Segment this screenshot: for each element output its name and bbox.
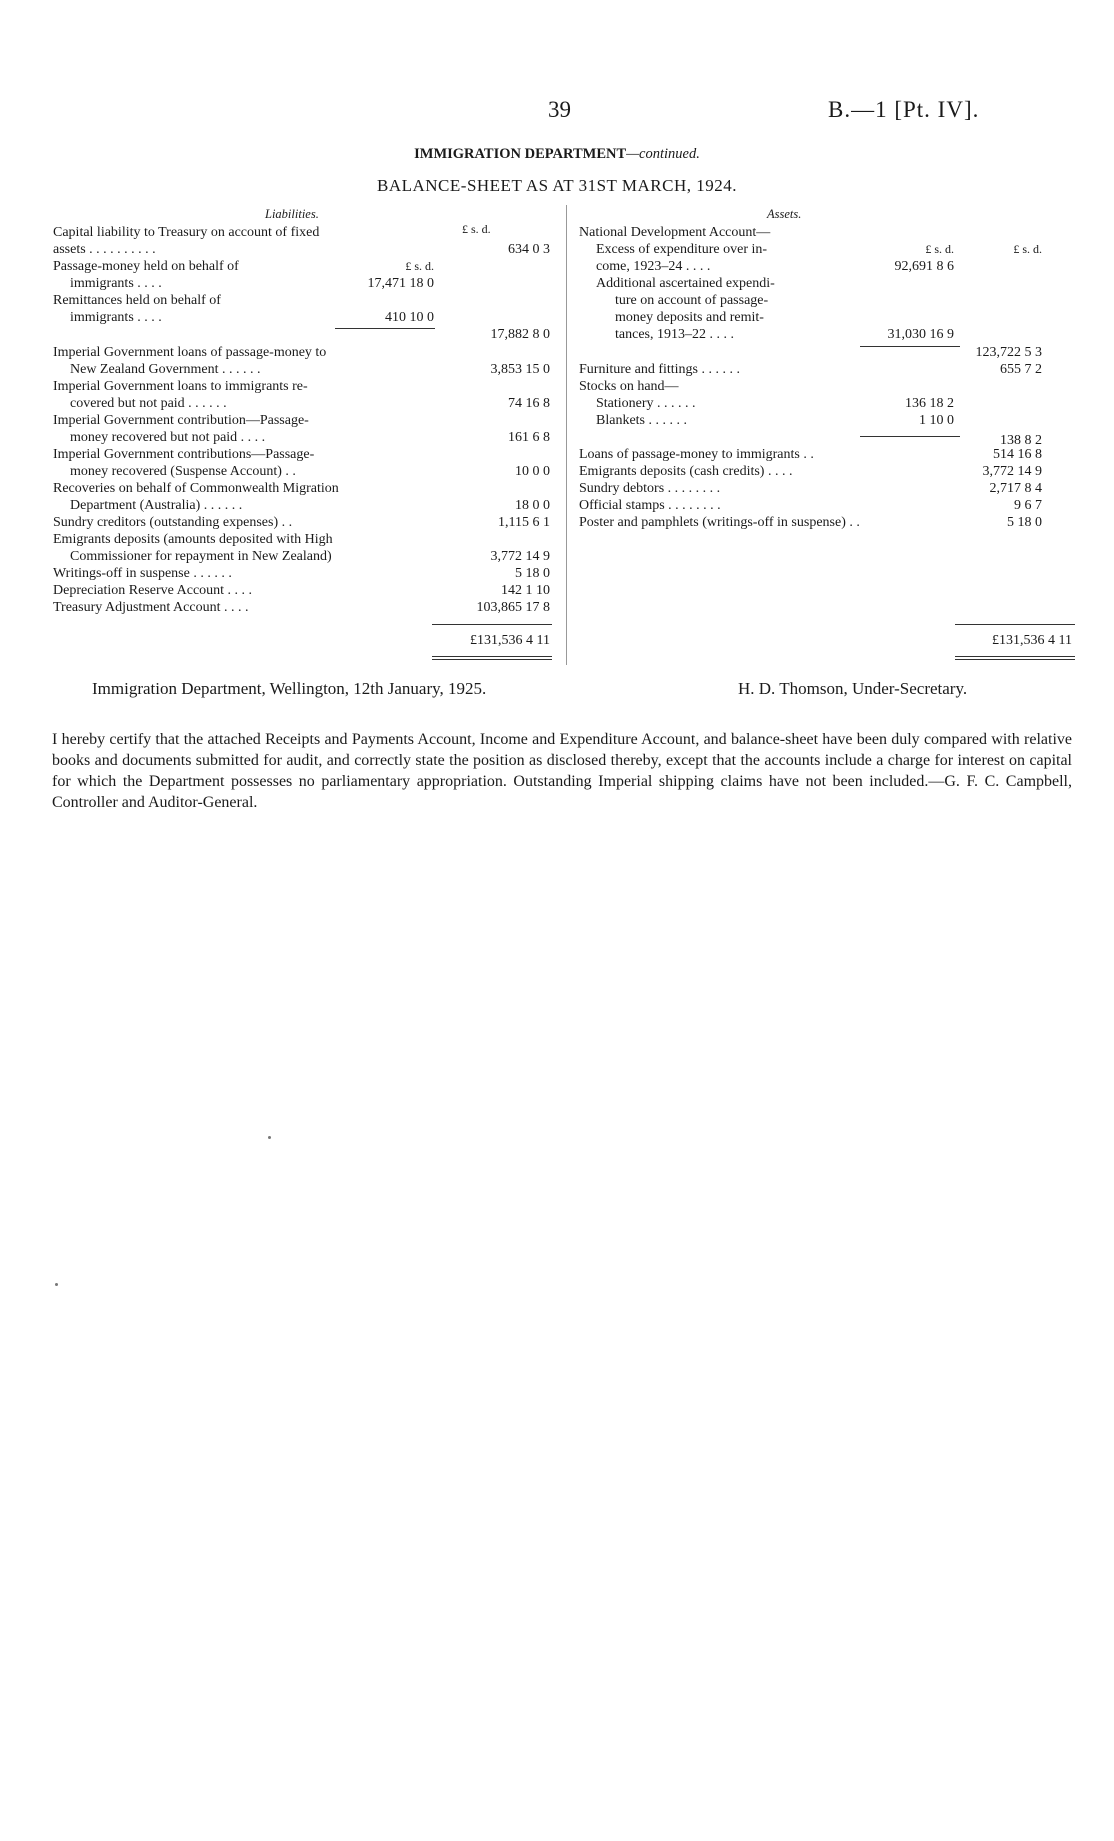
liab-remit-amount: 410 10 0: [385, 310, 434, 325]
asset-stamps-amount: 9 6 7: [1014, 498, 1042, 513]
liab-imp-contribs-line1: Imperial Government contributions—Passage-: [53, 447, 315, 462]
liab-recov-amount: 18 0 0: [515, 498, 550, 513]
asset-excess-line2: come, 1923–24 . . . .: [596, 259, 711, 274]
signature: H. D. Thomson, Under-Secretary.: [738, 679, 968, 698]
asset-total: £131,536 4 11: [992, 633, 1072, 648]
department-title-text: IMMIGRATION DEPARTMENT: [414, 146, 627, 162]
column-divider: [566, 205, 567, 665]
asset-addl-line1: Additional ascertained expendi-: [596, 276, 775, 291]
asset-furniture-amount: 655 7 2: [1000, 362, 1042, 377]
liab-imp-loans-im-line2: covered but not paid . . . . . .: [70, 396, 227, 411]
liab-imp-loans-amount: 3,853 15 0: [490, 362, 550, 377]
liab-deprec: Depreciation Reserve Account . . . .: [53, 583, 253, 598]
liabilities-heading: Liabilities.: [265, 207, 319, 221]
asset-nda-total: 123,722 5 3: [975, 345, 1042, 360]
liab-remit-line1: Remittances held on behalf of: [53, 293, 221, 308]
scan-speck: [55, 1283, 58, 1286]
liab-passage-line1: Passage-money held on behalf of: [53, 259, 239, 274]
asset-inner-currency-header: £ s. d.: [925, 242, 954, 256]
liab-imp-contribs-line2: money recovered (Suspense Account) . .: [70, 464, 296, 479]
asset-sundry-amount: 2,717 8 4: [989, 481, 1042, 496]
liab-imp-contrib-amount: 161 6 8: [508, 430, 550, 445]
liabilities-currency-header: £ s. d.: [462, 222, 491, 236]
liab-capital-amount: 634 0 3: [508, 242, 550, 257]
scan-speck: [268, 1136, 271, 1139]
liab-writings: Writings-off in suspense . . . . . .: [53, 566, 232, 581]
liab-treasury: Treasury Adjustment Account . . . .: [53, 600, 249, 615]
liab-sundry: Sundry creditors (outstanding expenses) . .: [53, 515, 293, 530]
liab-total-rule-top: [432, 624, 552, 625]
liab-recov-line1: Recoveries on behalf of Commonwealth Migration: [53, 481, 339, 496]
liab-capital-line2: assets . . . . . . . . . .: [53, 242, 156, 257]
asset-poster-amount: 5 18 0: [1007, 515, 1042, 530]
asset-furniture: Furniture and fittings . . . . . .: [579, 362, 740, 377]
liab-subtotal-rule: [335, 328, 435, 329]
asset-loans: Loans of passage-money to immigrants . .: [579, 447, 814, 462]
asset-total-rule-top: [955, 624, 1075, 625]
series-reference: B.—1 [Pt. IV].: [828, 97, 980, 122]
liab-passage-line2: immigrants . . . .: [70, 276, 162, 291]
liab-imp-loans-line2: New Zealand Government . . . . . .: [70, 362, 261, 377]
liab-imp-loans-im-amount: 74 16 8: [508, 396, 550, 411]
asset-excess-amount: 92,691 8 6: [894, 259, 954, 274]
liab-total: £131,536 4 11: [470, 633, 550, 648]
asset-stationery-amount: 136 18 2: [905, 396, 954, 411]
asset-stocks-total: 138 8 2: [1000, 433, 1042, 448]
asset-stationery: Stationery . . . . . .: [596, 396, 696, 411]
liab-inner-currency-header: £ s. d.: [405, 259, 434, 273]
asset-emig-amount: 3,772 14 9: [982, 464, 1042, 479]
liab-passage-amount: 17,471 18 0: [367, 276, 434, 291]
liab-imp-contrib-line1: Imperial Government contribution—Passage-: [53, 413, 309, 428]
liab-emig-line2: Commissioner for repayment in New Zealand): [70, 549, 332, 564]
asset-addl-amount: 31,030 16 9: [887, 327, 954, 342]
liab-sundry-amount: 1,115 6 1: [498, 515, 550, 530]
asset-sundry: Sundry debtors . . . . . . . .: [579, 481, 721, 496]
assets-heading: Assets.: [767, 207, 802, 221]
liab-total-rule-bottom-2: [432, 659, 552, 660]
asset-blankets-amount: 1 10 0: [919, 413, 954, 428]
asset-loans-amount: 514 16 8: [993, 447, 1042, 462]
liab-total-rule-bottom-1: [432, 656, 552, 657]
asset-addl-line2: ture on account of passage-: [615, 293, 769, 308]
asset-nda: National Development Account—: [579, 225, 771, 240]
asset-excess-line1: Excess of expenditure over in-: [596, 242, 768, 257]
balance-sheet-title: BALANCE-SHEET AS AT 31ST MARCH, 1924.: [377, 176, 737, 195]
asset-poster: Poster and pamphlets (writings-off in suspense) . .: [579, 515, 860, 530]
asset-total-rule-bottom-2: [955, 659, 1075, 660]
department-title: [0, 146, 1114, 163]
asset-blankets: Blankets . . . . . .: [596, 413, 687, 428]
liab-imp-contribs-amount: 10 0 0: [515, 464, 550, 479]
liab-imp-loans-line1: Imperial Government loans of passage-money to: [53, 345, 327, 360]
liab-capital-line1: Capital liability to Treasury on account of fixed: [53, 225, 320, 240]
asset-total-rule-bottom-1: [955, 656, 1075, 657]
liab-imp-loans-im-line1: Imperial Government loans to immigrants re-: [53, 379, 308, 394]
department-title-suffix: —continued.: [626, 146, 700, 162]
asset-stocks-rule: [860, 436, 960, 437]
audit-certificate: I hereby certify that the attached Receipts and Payments Account, Income and Expenditure Account, and balance-sheet have been duly compared with relative books and documents submitted for audit, and correctly state the position as disclosed thereby, except that the accounts include a charge for interest on capital for which the Department possesses no parliamentary appropriation. Outstanding Imperial shipping claims have not been included.—G. F. C. Campbell, Controller and Auditor-General.: [52, 731, 1072, 811]
liab-remit-line2: immigrants . . . .: [70, 310, 162, 325]
liab-writings-amount: 5 18 0: [515, 566, 550, 581]
liab-recov-line2: Department (Australia) . . . . . .: [70, 498, 243, 513]
liab-deprec-amount: 142 1 10: [501, 583, 550, 598]
asset-stocks: Stocks on hand—: [579, 379, 679, 394]
asset-emig: Emigrants deposits (cash credits) . . . .: [579, 464, 793, 479]
liab-emig-line1: Emigrants deposits (amounts deposited with High: [53, 532, 333, 547]
asset-currency-header: £ s. d.: [1013, 242, 1042, 256]
asset-addl-line4: tances, 1913–22 . . . .: [615, 327, 734, 342]
liab-emig-amount: 3,772 14 9: [490, 549, 550, 564]
liab-imp-contrib-line2: money recovered but not paid . . . .: [70, 430, 266, 445]
place-date: Immigration Department, Wellington, 12th January, 1925.: [92, 679, 487, 698]
liab-subtotal: 17,882 8 0: [490, 327, 550, 342]
page-number: 39: [548, 97, 571, 122]
liab-treasury-amount: 103,865 17 8: [476, 600, 550, 615]
asset-addl-line3: money deposits and remit-: [615, 310, 764, 325]
asset-stamps: Official stamps . . . . . . . .: [579, 498, 721, 513]
asset-nda-rule: [860, 346, 960, 347]
